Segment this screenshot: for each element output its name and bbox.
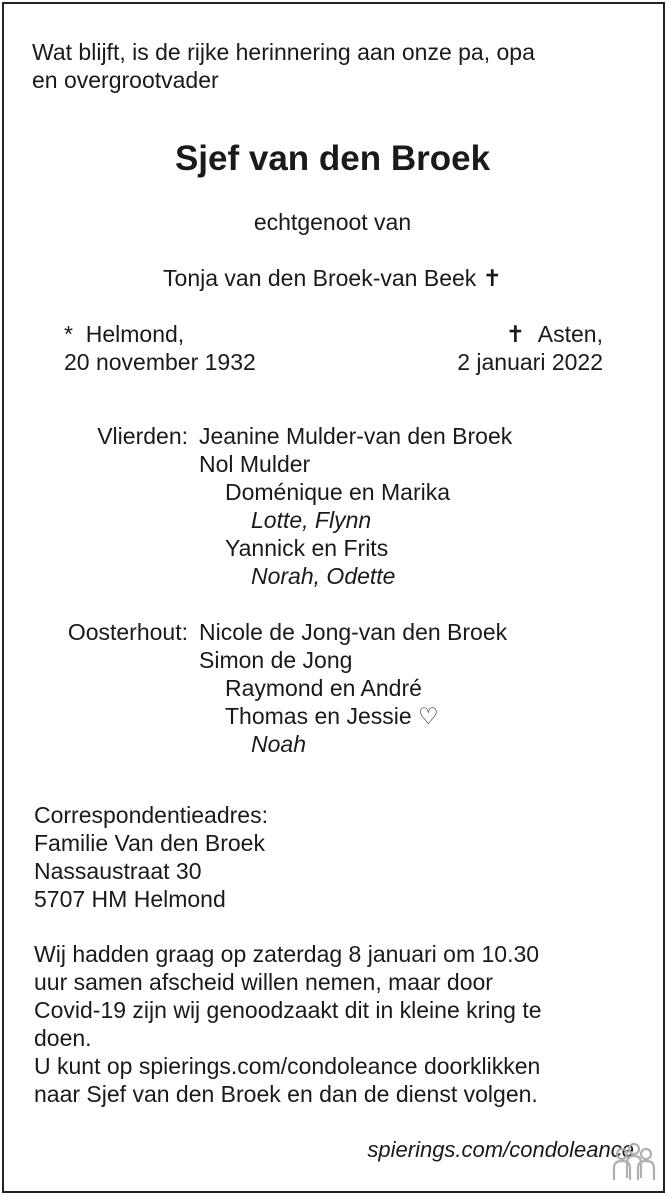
farewell-line: uur samen afscheid willen nemen, maar door (34, 969, 493, 995)
birth-line (64, 320, 256, 348)
family-grandchildren: Noah (251, 731, 306, 757)
family-parent: Nicole de Jong-van den Broek (199, 619, 508, 645)
birth-date: 20 november 1932 (64, 349, 256, 375)
farewell-line: Covid-19 zijn wij genoodzaakt dit in kleine kring te (34, 997, 542, 1023)
correspondence-line: Nassaustraat 30 (34, 858, 202, 884)
family-child: Doménique en Marika (225, 479, 451, 505)
family-grandchildren: Norah, Odette (251, 563, 396, 589)
website-link[interactable]: spierings.com/condoleance (367, 1137, 634, 1162)
death-info (400, 320, 603, 376)
spouse-name: Tonja van den Broek-van Beek ✝ (163, 265, 502, 291)
family-child: Yannick en Frits (225, 535, 389, 561)
farewell-line: naar Sjef van den Broek en dan de dienst volgen. (34, 1081, 538, 1107)
family-grandchildren: Lotte, Flynn (251, 507, 372, 533)
deceased-name: Sjef van den Broek (174, 139, 491, 178)
birth-info (64, 320, 256, 376)
family-place-2: Oosterhout: (67, 619, 188, 645)
farewell-line: doen. (34, 1025, 92, 1051)
correspondence-line: Familie Van den Broek (34, 830, 265, 856)
relation-text: echtgenoot van (253, 209, 412, 235)
intro-text (32, 38, 535, 94)
death-symbol: ✝ (505, 321, 525, 347)
family-child: Thomas en Jessie ♡ (225, 703, 439, 729)
people-group-icon (608, 1142, 660, 1182)
family-place-1: Vlierden: (97, 423, 188, 449)
birth-symbol: * (64, 321, 73, 347)
family-parent: Jeanine Mulder-van den Broek (199, 423, 513, 449)
birth-place: Helmond, (85, 321, 185, 347)
death-line (400, 320, 603, 348)
intro-line-1: Wat blijft, is de rijke herinnering aan onze pa, opa (32, 39, 535, 65)
farewell-text (34, 940, 542, 1108)
intro-line-2: en overgrootvader (32, 67, 219, 93)
correspondence-address (34, 801, 268, 913)
family-parent: Nol Mulder (199, 451, 311, 477)
correspondence-label: Correspondentieadres: (34, 802, 268, 828)
death-date: 2 januari 2022 (457, 349, 603, 375)
family-parent: Simon de Jong (199, 647, 353, 673)
farewell-line: U kunt op spierings.com/condoleance doorklikken (34, 1053, 541, 1079)
correspondence-line: 5707 HM Helmond (34, 886, 226, 912)
death-place: Asten, (537, 321, 603, 347)
family-child: Raymond en André (225, 675, 422, 701)
farewell-line: Wij hadden graag op zaterdag 8 januari om 10.30 (34, 941, 540, 967)
